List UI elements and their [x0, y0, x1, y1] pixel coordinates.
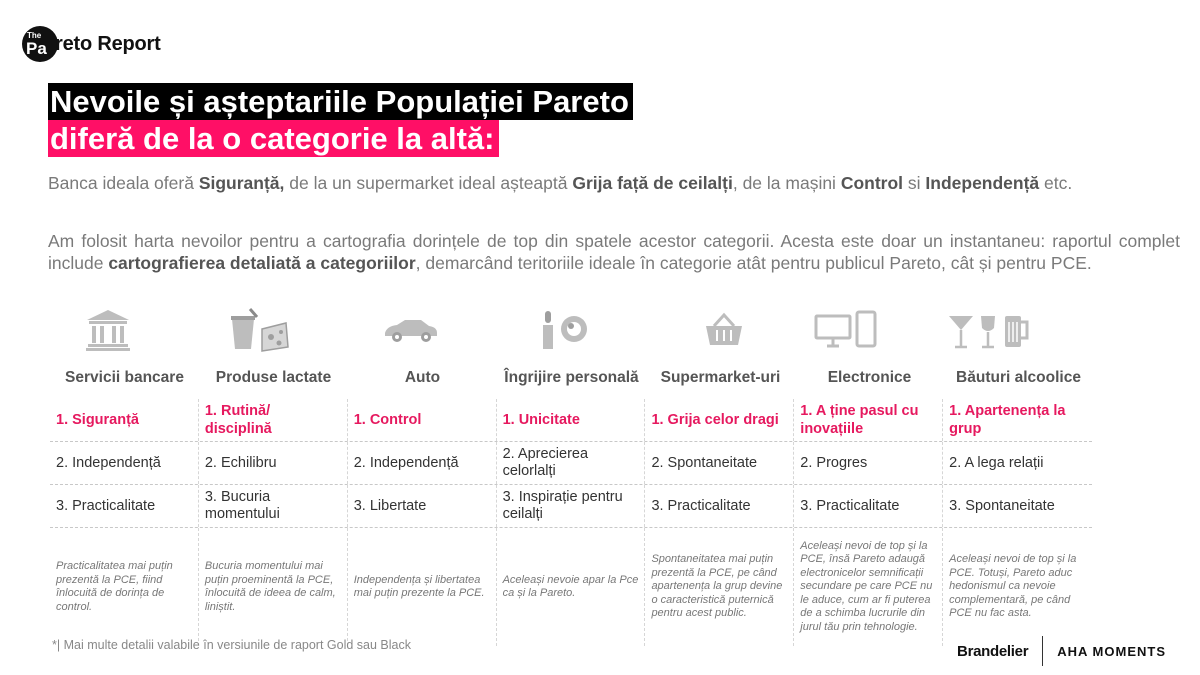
column-header-supermarkets: Supermarket-uri	[660, 369, 781, 386]
p1-d: Grija față de ceilalți	[572, 173, 733, 193]
table-cell: 2. Independență	[348, 442, 497, 484]
intro-paragraph-1	[48, 172, 1180, 194]
electronics-icon	[812, 306, 880, 354]
table-row-top-need	[50, 399, 1092, 442]
column-header-personal-care: Îngrijire personală	[504, 369, 639, 386]
table-note: Practicalitatea mai puțin prezentă la PCE, fiind înlocuită de dorința de control.	[50, 528, 199, 646]
table-cell: 2. Independență	[50, 442, 199, 484]
personal-care-icon	[540, 306, 592, 354]
table-row-second-need	[50, 442, 1092, 485]
title-line-1: Nevoile și așteptariile Populației Pareto	[48, 83, 633, 120]
p2-c: , demarcând teritoriile ideale în categorie atât pentru publicul Pareto, cât și pentru PCE.	[415, 253, 1092, 273]
p1-b: Siguranță,	[198, 173, 285, 193]
table-cell: 1. Control	[348, 399, 497, 441]
table-cell: 1. Rutină/ disciplină	[199, 399, 348, 441]
table-row-notes	[50, 528, 1092, 646]
logo-circle	[22, 26, 58, 62]
table-cell: 2. A lega relații	[949, 454, 1044, 471]
brandelier-logo: Brandelier	[957, 642, 1029, 660]
table-cell: 3. Spontaneitate	[949, 497, 1055, 514]
basket-icon	[703, 306, 745, 354]
drinks-icon	[946, 306, 1034, 354]
logo-pa: Pa	[26, 39, 47, 58]
table-cell: 1. Grija celor dragi	[645, 399, 794, 441]
table-cell: 1. Apartenența la grup	[949, 403, 1066, 437]
logo-divider	[1042, 636, 1043, 666]
p2-a: Am folosit harta nevoilor pentru a cartografia dorințele de top din spatele acestor categorii. Acesta este doar un instantaneu: raportul complet include	[48, 231, 1180, 273]
p1-a: Banca ideala oferă	[48, 173, 199, 193]
table-cell: 2. Echilibru	[199, 442, 348, 484]
column-header-electronics: Electronice	[827, 369, 912, 386]
table-cell: 1. A ține pasul cu inovațiile	[794, 399, 943, 441]
table-cell: 3. Practicalitate	[645, 485, 794, 527]
table-note: Bucuria momentului mai puțin proeminentă la PCE, înlocuită de ideea de calm, liniștit.	[199, 528, 348, 646]
intro-paragraph-2	[48, 230, 1180, 274]
logo-the: The	[27, 31, 42, 40]
table-cell: 2. Progres	[794, 442, 943, 484]
table-cell: 3. Practicalitate	[50, 485, 199, 527]
pareto-report-logo	[22, 26, 161, 62]
aha-moments-logo: AHA MOMENTS	[1057, 643, 1166, 659]
table-cell: 2. Spontaneitate	[645, 442, 794, 484]
table-cell: 1. Unicitate	[497, 399, 646, 441]
table-note: Spontaneitatea mai puțin prezentă la PCE, pe când apartenența la grup devine o caracteristică puternică pentru acest public.	[645, 528, 794, 646]
partner-logos	[957, 636, 1166, 666]
column-header-auto: Auto	[404, 369, 441, 386]
column-header-alcohol: Băuturi alcoolice	[956, 369, 1081, 386]
dairy-icon	[224, 306, 294, 354]
needs-table	[50, 399, 1092, 646]
p1-h: Independență	[925, 173, 1040, 193]
p1-e: , de la mașini	[732, 173, 841, 193]
p1-f: Control	[840, 173, 904, 193]
column-header-banking: Servicii bancare	[65, 369, 184, 386]
car-icon	[382, 306, 440, 354]
p1-i: etc.	[1039, 173, 1073, 193]
logo-text: reto Report	[55, 32, 161, 55]
slide-title	[48, 83, 633, 157]
table-cell: 1. Siguranță	[50, 399, 199, 441]
title-line-2: diferă de la o categorie la altă:	[48, 120, 499, 157]
column-header-dairy: Produse lactate	[215, 369, 332, 386]
table-cell: 3. Practicalitate	[794, 485, 943, 527]
bank-icon	[83, 306, 133, 354]
table-cell: 3. Inspirație pentru ceilalți	[497, 485, 646, 527]
footnote: *| Mai multe detalii valabile în versiunile de raport Gold sau Black	[52, 638, 411, 652]
table-note: Independența și libertatea mai puțin prezente la PCE.	[348, 528, 497, 646]
table-cell: 3. Libertate	[348, 485, 497, 527]
table-note: Aceleași nevoie apar la Pce ca și la Pareto.	[497, 528, 646, 646]
table-note: Aceleași nevoi de top și la PCE. Totuși, Pareto aduc hedonismul ca nevoie complementară, pe când PCE nu fac asta.	[949, 553, 1077, 620]
table-cell: 3. Bucuria momentului	[199, 485, 348, 527]
p1-g: si	[903, 173, 926, 193]
p2-b: cartografierea detaliată a categoriilor	[108, 253, 416, 273]
table-row-third-need	[50, 485, 1092, 528]
table-cell: 2. Aprecierea celorlalți	[497, 442, 646, 484]
p1-c: de la un supermarket ideal așteaptă	[284, 173, 573, 193]
table-note: Aceleași nevoi de top și la PCE, însă Pareto adaugă electronicelor semnificații secundare pe care PCE nu le aduce, cum ar fi puterea de a schimba lucrurile din jurul tău prin tehnologie.	[794, 528, 943, 646]
